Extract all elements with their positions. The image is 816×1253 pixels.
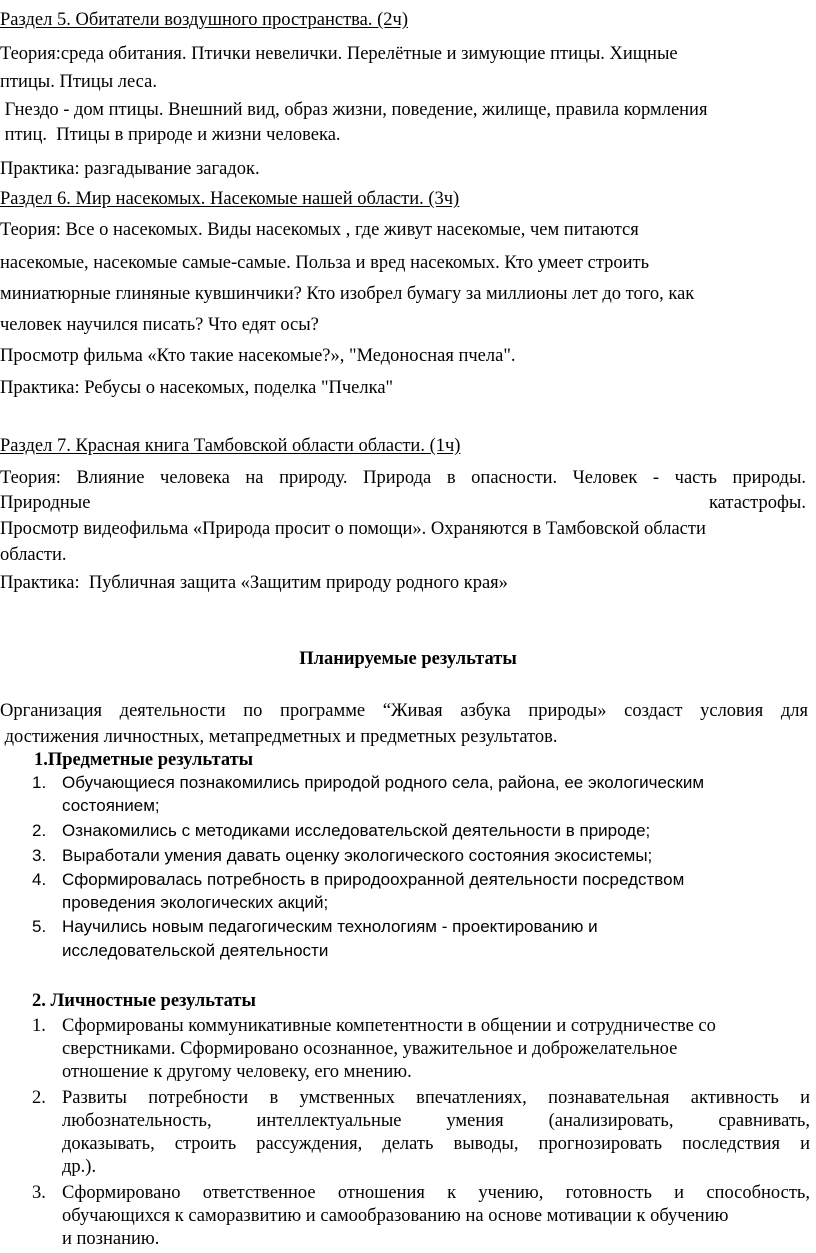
- section-6-practice: Практика: Ребусы о насекомых, поделка "Пчелка": [0, 378, 394, 398]
- item-text: Развиты потребности в умственных впечатлениях, познавательная активность и: [62, 1088, 810, 1108]
- item-text: обучающихся к саморазвитию и самообразованию на основе мотивации к обучению: [62, 1206, 729, 1226]
- section-7-practice: Практика: Публичная защита «Защитим природу родного края»: [0, 573, 508, 593]
- item-text: Сформировано ответственное отношения к учению, готовность и способность,: [62, 1183, 810, 1203]
- section-6-theory-line-3: миниатюрные глиняные кувшинчики? Кто изобрел бумагу за миллионы лет до того, как: [0, 284, 695, 304]
- subject-results-heading: 1.Предметные результаты: [34, 750, 254, 770]
- section-6-theory-line-2: насекомые, насекомые самые-самые. Польза и вред насекомых. Кто умеет строить: [0, 253, 650, 273]
- personal-results-heading: 2. Личностные результаты: [32, 991, 256, 1011]
- section-7-heading: Раздел 7. Красная книга Тамбовской области области. (1ч): [0, 436, 461, 456]
- section-5-theory-line-1: Теория:среда обитания. Птички невелички. Перелётные и зимующие птицы. Хищные: [0, 44, 678, 64]
- section-7-film-line-2: области.: [0, 545, 67, 565]
- item-text: исследовательской деятельности: [62, 941, 329, 960]
- item-number: 1.: [32, 1016, 46, 1036]
- section-7-film-line-1: Просмотр видеофильма «Природа просит о помощи». Охраняются в Тамбовской области: [0, 519, 706, 539]
- item-number: 2.: [32, 821, 47, 840]
- section-7-theory-line-2: Природные катастрофы.: [0, 493, 806, 513]
- item-text: Выработали умения давать оценку экологического состояния экосистемы;: [62, 846, 653, 865]
- item-number: 4.: [32, 870, 47, 889]
- section-6-theory-line-1: Теория: Все о насекомых. Виды насекомых , где живут насекомые, чем питаются: [0, 220, 639, 240]
- section-5-nest-line-1: Гнездо - дом птицы. Внешний вид, образ жизни, поведение, жилище, правила кормления: [0, 100, 708, 120]
- section-5-practice: Практика: разгадывание загадок.: [0, 159, 260, 179]
- section-5-heading: Раздел 5. Обитатели воздушного пространства. (2ч): [0, 10, 408, 30]
- item-text: Ознакомились с методиками исследовательской деятельности в природе;: [62, 821, 651, 840]
- section-5-theory-line-2: птицы. Птицы леса.: [0, 72, 157, 92]
- results-intro-line-1: Организация деятельности по программе “Живая азбука природы» создаст условия для: [0, 701, 808, 721]
- item-text: сверстниками. Сформировано осознанное, уважительное и доброжелательное: [62, 1039, 678, 1059]
- section-5-nest-line-2: птиц. Птицы в природе и жизни человека.: [0, 125, 341, 145]
- item-number: 1.: [32, 773, 47, 792]
- item-text: доказывать, строить рассуждения, делать выводы, прогнозировать последствия и: [62, 1134, 810, 1154]
- results-title: Планируемые результаты: [299, 649, 517, 669]
- item-number: 3.: [32, 846, 47, 865]
- item-text: состоянием;: [62, 796, 160, 815]
- item-text: любознательность, интеллектуальные умения (анализировать, сравнивать,: [62, 1111, 810, 1131]
- item-number: 3.: [32, 1183, 46, 1203]
- section-6-theory-line-4: человек научился писать? Что едят осы?: [0, 315, 319, 335]
- section-7-theory-line-1: Теория: Влияние человека на природу. Природа в опасности. Человек - часть природы.: [0, 468, 806, 488]
- item-text: отношение к другому человеку, его мнению.: [62, 1062, 412, 1082]
- section-6-film: Просмотр фильма «Кто такие насекомые?», "Медоносная пчела".: [0, 346, 516, 366]
- section-6-heading: Раздел 6. Мир насекомых. Насекомые нашей области. (3ч): [0, 189, 460, 209]
- item-text: Обучающиеся познакомились природой родного села, района, ее экологическим: [62, 773, 705, 792]
- results-intro-line-2: достижения личностных, метапредметных и предметных результатов.: [0, 727, 558, 747]
- item-number: 2.: [32, 1088, 46, 1108]
- item-text: Сформировалась потребность в природоохранной деятельности посредством: [62, 870, 685, 889]
- item-text: Научились новым педагогическим технологиям - проектированию и: [62, 917, 598, 936]
- item-text: др.).: [62, 1157, 97, 1177]
- item-number: 5.: [32, 917, 47, 936]
- item-text: Сформированы коммуникативные компетентности в общении и сотрудничестве со: [62, 1016, 716, 1036]
- item-text: проведения экологических акций;: [62, 893, 329, 912]
- item-text: и познанию.: [62, 1229, 160, 1249]
